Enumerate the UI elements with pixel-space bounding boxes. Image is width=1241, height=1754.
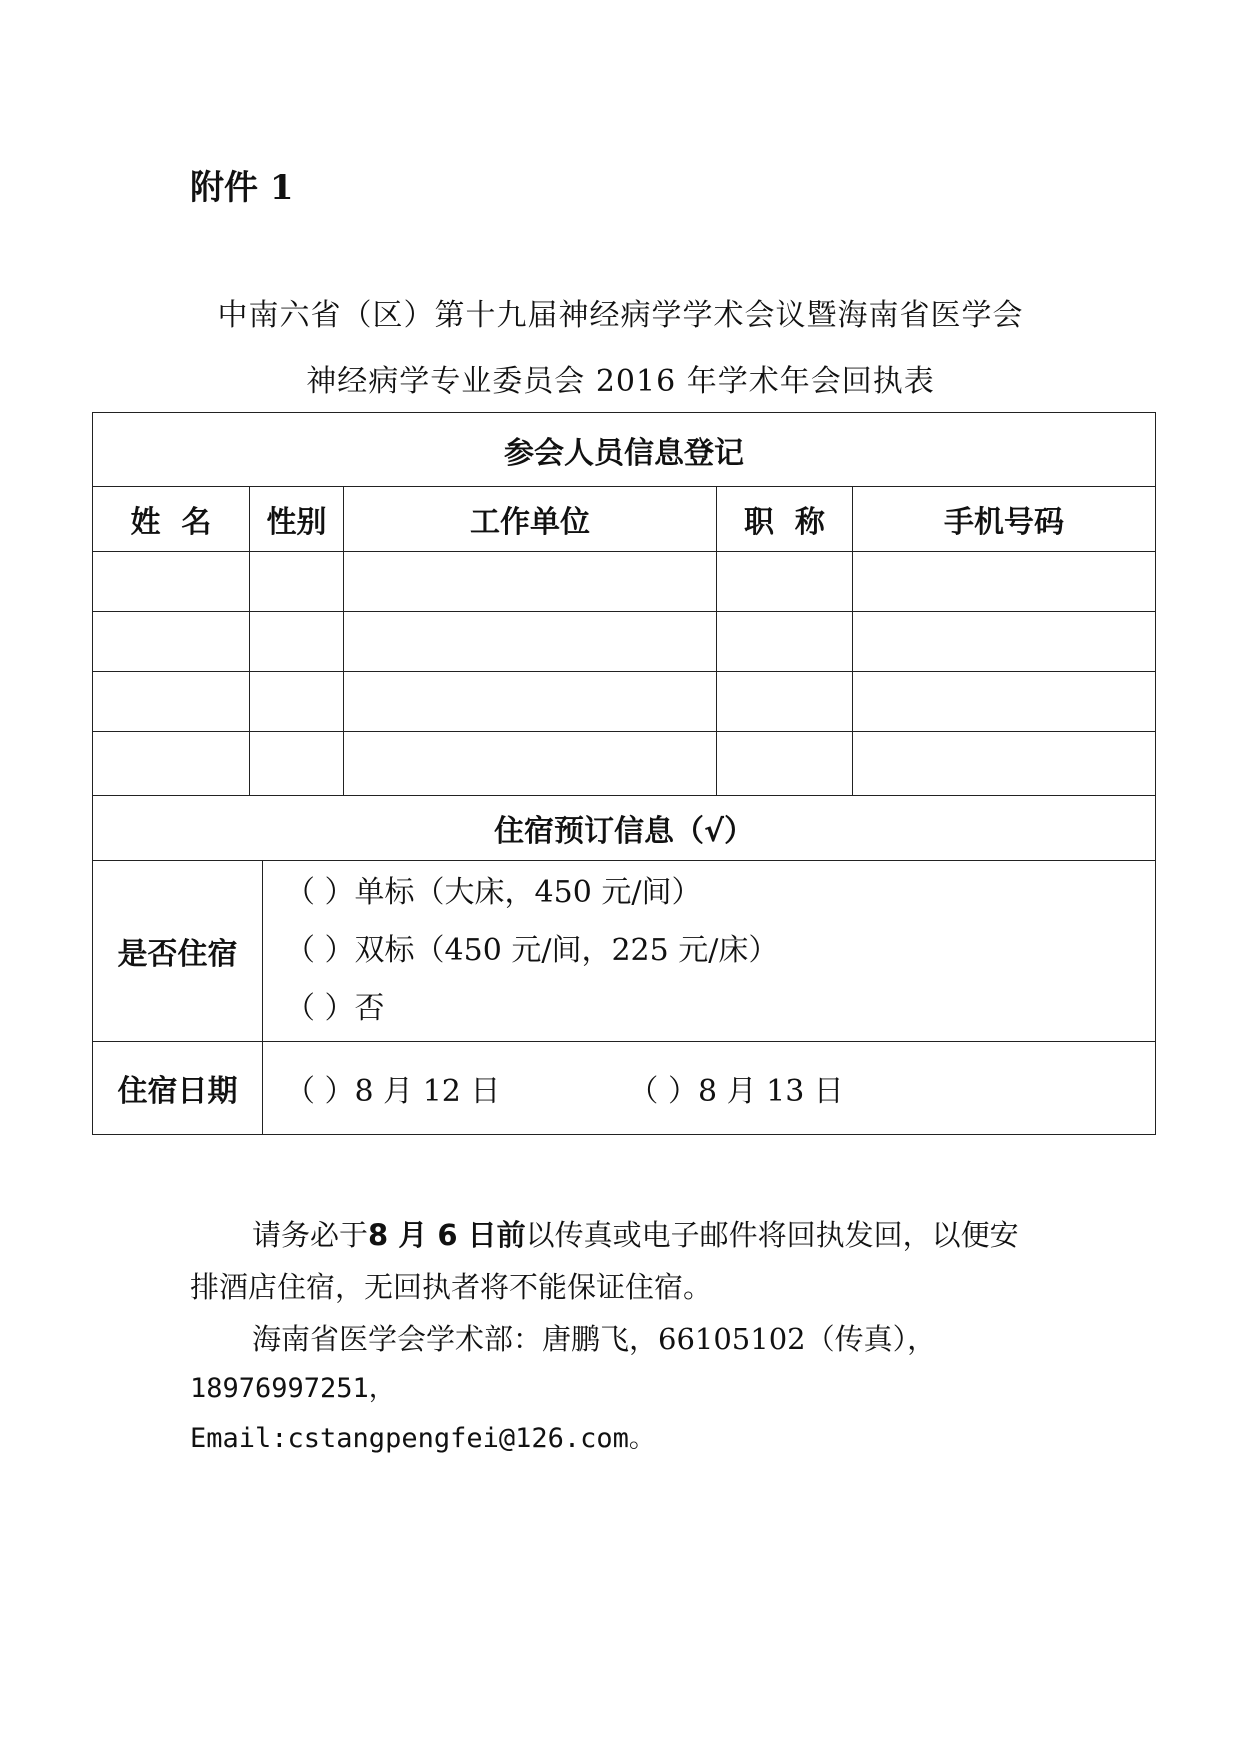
workplace-cell[interactable]	[344, 732, 717, 796]
workplace-cell[interactable]	[344, 672, 717, 732]
col-header-name: 姓 名	[93, 487, 250, 552]
notes-section	[190, 1212, 1070, 1462]
form-title-line1: 中南六省（区）第十九届神经病学学术会议暨海南省医学会	[217, 298, 1024, 333]
option-no-stay[interactable]: （ ）否	[285, 991, 385, 1026]
col-header-title: 职 称	[717, 487, 853, 552]
title-cell[interactable]	[717, 672, 853, 732]
phone-cell[interactable]	[853, 552, 1156, 612]
form-title-line2: 神经病学专业委员会 2016 年学术年会回执表	[306, 364, 935, 399]
table-row	[93, 552, 1156, 612]
name-cell[interactable]	[93, 612, 250, 672]
name-cell[interactable]	[93, 732, 250, 796]
gender-cell[interactable]	[250, 612, 344, 672]
table-row	[93, 612, 1156, 672]
date-option-aug12[interactable]: （ ）8 月 12 日	[285, 1074, 501, 1109]
col-header-workplace: 工作单位	[344, 487, 717, 552]
gender-cell[interactable]	[250, 552, 344, 612]
phone-cell[interactable]	[853, 732, 1156, 796]
phone-cell[interactable]	[853, 612, 1156, 672]
deadline-note-line2: 排酒店住宿，无回执者将不能保证住宿。	[190, 1270, 713, 1304]
registration-table	[92, 412, 1156, 1135]
phone-cell[interactable]	[853, 672, 1156, 732]
deadline-date: 8 月 6 日前	[368, 1218, 526, 1252]
gender-cell[interactable]	[250, 672, 344, 732]
workplace-cell[interactable]	[344, 552, 717, 612]
date-label: 住宿日期	[93, 1042, 263, 1135]
title-cell[interactable]	[717, 732, 853, 796]
name-cell[interactable]	[93, 672, 250, 732]
gender-cell[interactable]	[250, 732, 344, 796]
option-single-room[interactable]: （ ）单标（大床，450 元/间）	[285, 875, 702, 910]
option-double-room[interactable]: （ ）双标（450 元/间，225 元/床）	[285, 933, 779, 968]
date-options	[263, 1042, 1156, 1135]
section-header-lodging: 住宿预订信息（√）	[93, 796, 1156, 861]
col-header-gender: 性别	[250, 487, 344, 552]
title-cell[interactable]	[717, 552, 853, 612]
contact-line1: 海南省医学会学术部：唐鹏飞，66105102（传真），	[252, 1322, 937, 1356]
name-cell[interactable]	[93, 552, 250, 612]
section-header-attendees: 参会人员信息登记	[93, 413, 1156, 487]
attachment-label: 附件 1	[190, 168, 294, 208]
table-row	[93, 672, 1156, 732]
contact-phone: 18976997251，	[190, 1373, 396, 1404]
workplace-cell[interactable]	[344, 612, 717, 672]
deadline-note-line1: 请务必于8 月 6 日前以传真或电子邮件将回执发回，以便安	[252, 1218, 1019, 1252]
title-cell[interactable]	[717, 612, 853, 672]
stay-label: 是否住宿	[93, 861, 263, 1042]
col-header-phone: 手机号码	[853, 487, 1156, 552]
table-row	[93, 732, 1156, 796]
stay-options	[263, 861, 1156, 1042]
date-option-aug13[interactable]: （ ）8 月 13 日	[628, 1074, 844, 1109]
contact-email[interactable]: Email:cstangpengfei@126.com。	[190, 1423, 656, 1454]
